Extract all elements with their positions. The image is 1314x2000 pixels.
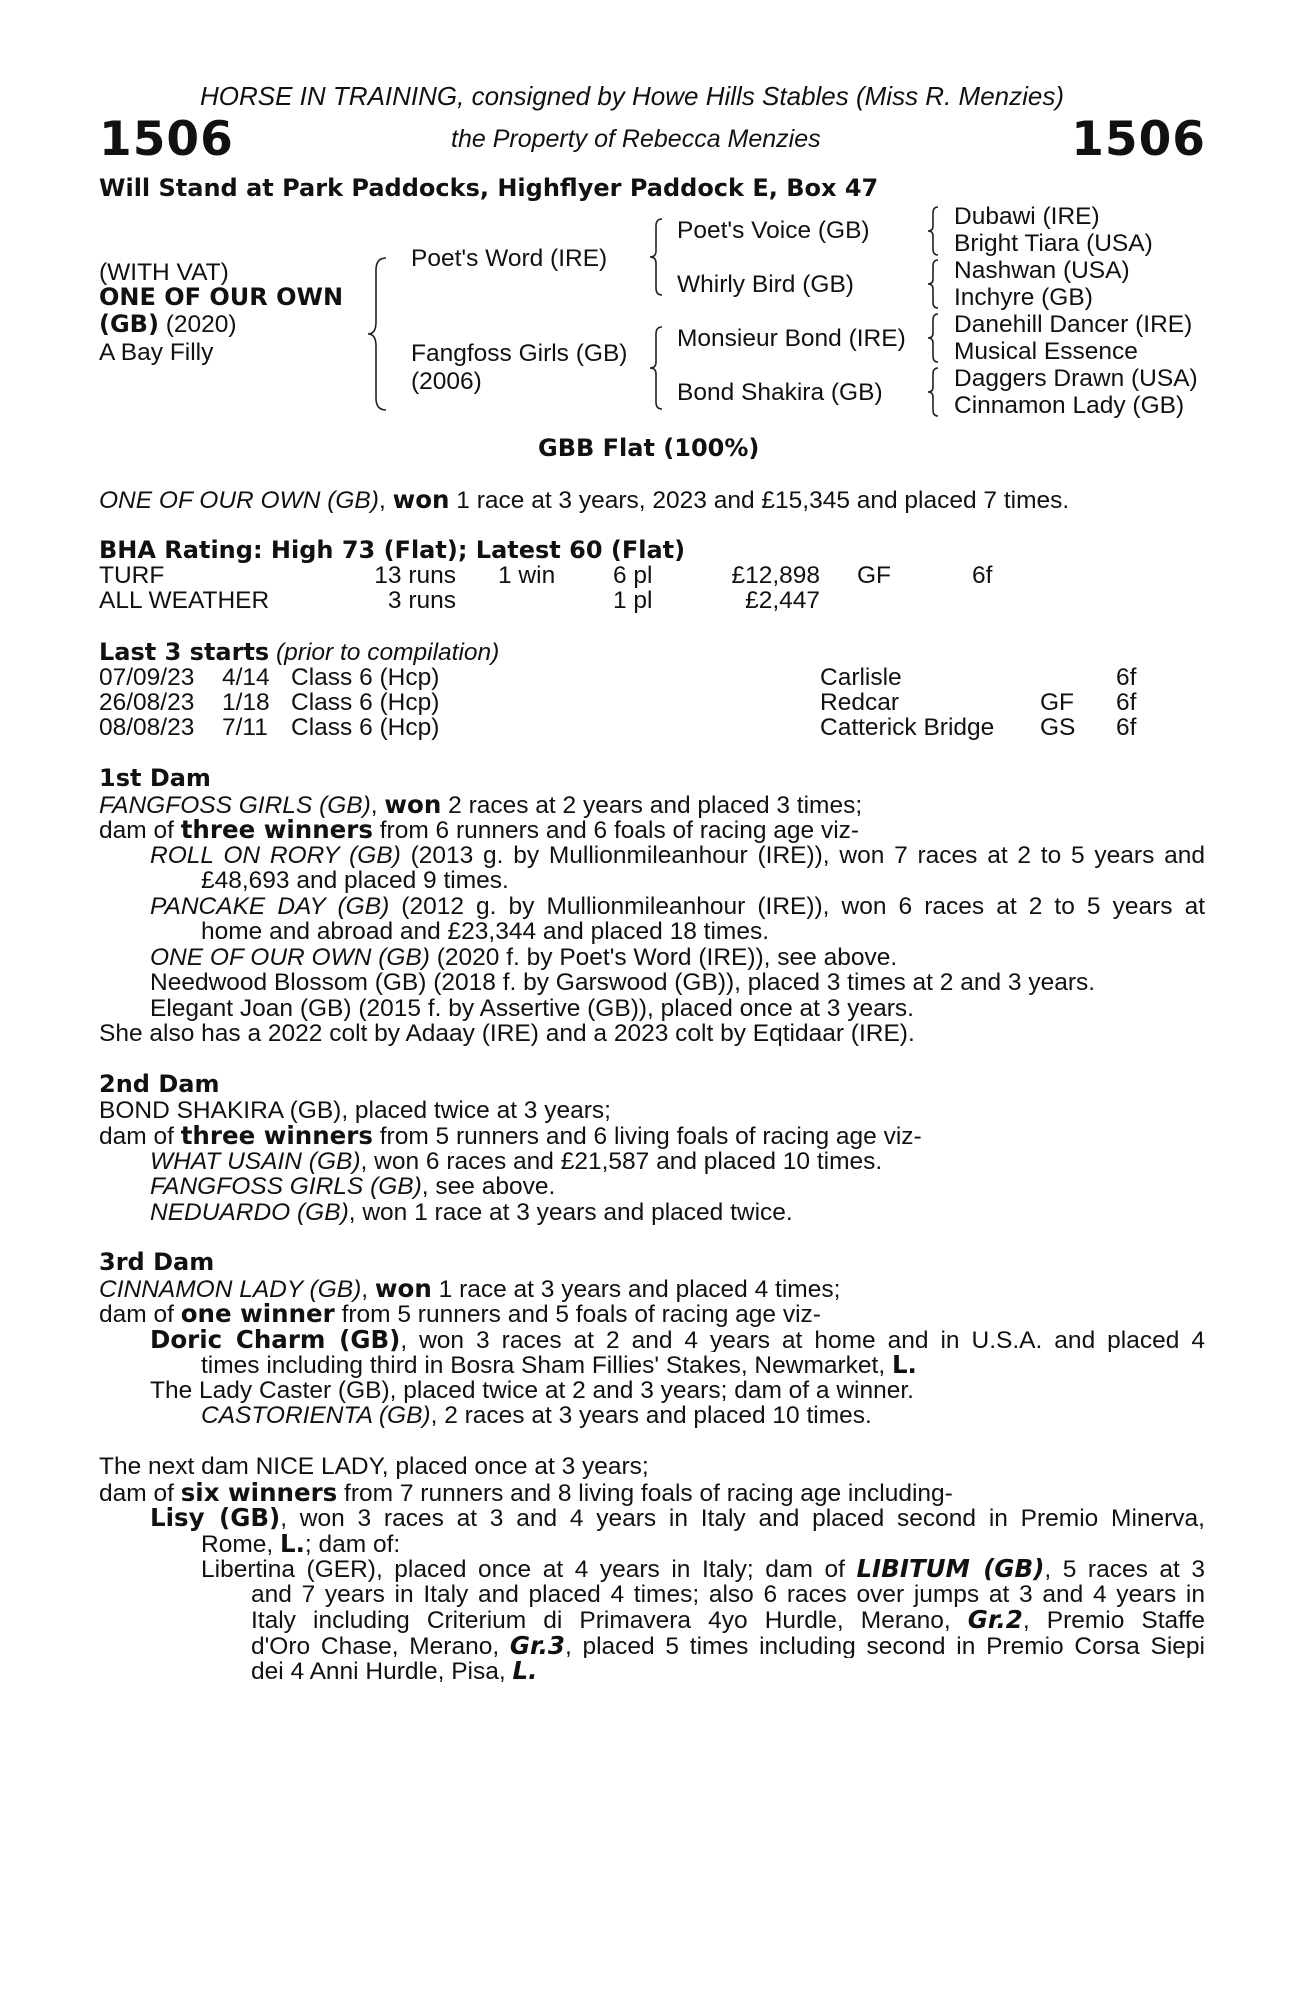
- stats-placed: 6 pl: [613, 562, 653, 589]
- last-starts-title: [99, 640, 499, 666]
- summary-rest: 1 race at 3 years, 2023 and £15,345 and placed 7 times.: [449, 487, 1070, 514]
- start-date: 26/08/23: [99, 689, 195, 716]
- dam-name: CINNAMON LADY (GB): [99, 1275, 362, 1303]
- ggp-7: Daggers Drawn (USA): [954, 365, 1198, 392]
- also-note: She also has a 2022 colt by Adaay (IRE) and a 2023 colt by Eqtidaar (IRE).: [99, 1020, 915, 1047]
- pedigree-bracket-sire: [652, 218, 666, 296]
- next-dam-section: The next dam NICE LADY, placed once at 3 years; dam of six winners from 7 runners and 8 living foals of racing age including- Lisy (GB), won 3 races at 3 and 4 years in Italy and placed second in Premio Minerva, Rome, L.; dam of: Libertina (GER), placed once at 4 years in Italy; dam of LIBITUM (GB), 5 races at 3 and 7 years in Italy and placed 4 times; also 6 races over jumps at 3 and 4 years in Italy including Criterium di Primavera 4yo Hurdle, Merano, Gr.2, Premio Staffe d'Oro Chase, Merano, Gr.3, placed 5 times including second in Premio Corsa Siepi dei 4 Anni Hurdle, Pisa, L.: [99, 1453, 1205, 1685]
- ggp-5: Danehill Dancer (IRE): [954, 311, 1193, 338]
- stats-placed: 1 pl: [613, 587, 653, 614]
- start-dist: 6f: [1116, 689, 1137, 716]
- ggp-bracket-3: [928, 313, 942, 363]
- pedigree-dam: Fangfoss Girls (GB): [411, 340, 628, 367]
- start-dist: 6f: [1116, 664, 1137, 691]
- pedigree-bracket-main: [372, 256, 392, 412]
- pedigree-dam-year: (2006): [411, 368, 482, 395]
- bha-rating: BHA Rating: High 73 (Flat); Latest 60 (Flat): [99, 536, 686, 564]
- stable-location: Will Stand at Park Paddocks, Highflyer Paddock E, Box 47: [99, 174, 879, 202]
- start-pos: 7/11: [222, 714, 268, 741]
- progeny-line: Needwood Blossom (GB) (2018 f. by Garswood (GB)), placed 3 times at 2 and 3 years.: [150, 969, 1096, 996]
- horse-name: ONE OF OUR OWN: [99, 283, 344, 311]
- ggp-4: Inchyre (GB): [954, 284, 1093, 311]
- start-course: Carlisle: [820, 664, 902, 691]
- pedigree-dam-sire: Monsieur Bond (IRE): [677, 325, 906, 352]
- dam-line: The next dam NICE LADY, placed once at 3 years;: [99, 1453, 649, 1480]
- ggp-bracket-2: [928, 259, 942, 309]
- header-consignor: HORSE IN TRAINING, consigned by Howe Hills Stables (Miss R. Menzies): [200, 81, 1065, 111]
- progeny-name: Lisy (GB): [150, 1505, 281, 1531]
- start-class: Class 6 (Hcp): [291, 714, 440, 741]
- header-property: the Property of Rebecca Menzies: [451, 125, 821, 153]
- horse-origin: [99, 312, 237, 338]
- progeny-line: The Lady Caster (GB), placed twice at 2 and 3 years; dam of a winner.: [150, 1376, 914, 1404]
- start-class: Class 6 (Hcp): [291, 664, 440, 691]
- progeny-name: PANCAKE DAY (GB): [150, 893, 390, 919]
- start-class: Class 6 (Hcp): [291, 689, 440, 716]
- progeny-name: CASTORIENTA (GB): [201, 1402, 431, 1429]
- stats-prize: £12,898: [731, 562, 820, 589]
- horse-country: (GB): [99, 310, 159, 338]
- last-starts-heading: Last 3 starts: [99, 638, 270, 666]
- stats-wins: 1 win: [498, 562, 556, 589]
- second-dam-title: 2nd Dam: [99, 1070, 220, 1098]
- dam-line: BOND SHAKIRA (GB), placed twice at 3 years;: [99, 1096, 611, 1124]
- ggp-1: Dubawi (IRE): [954, 203, 1100, 230]
- start-date: 08/08/23: [99, 714, 195, 741]
- stats-surface: TURF: [99, 562, 165, 589]
- horse-year: (2020): [158, 311, 237, 338]
- pedigree-sire: Poet's Word (IRE): [411, 245, 608, 272]
- pedigree-dam-dam: Bond Shakira (GB): [677, 379, 883, 406]
- last-starts-note: (prior to compilation): [269, 639, 500, 666]
- first-dam-title: 1st Dam: [99, 764, 211, 792]
- progeny-name: NEDUARDO (GB): [150, 1198, 349, 1226]
- summary-horse: ONE OF OUR OWN (GB): [99, 487, 379, 514]
- start-date: 07/09/23: [99, 664, 195, 691]
- ggp-bracket-4: [928, 367, 942, 417]
- start-pos: 1/18: [222, 689, 270, 716]
- lot-number-left: 1506: [99, 112, 234, 167]
- pedigree-sire-sire: Poet's Voice (GB): [677, 217, 870, 244]
- start-course: Redcar: [820, 689, 899, 716]
- ggp-6: Musical Essence: [954, 338, 1138, 365]
- ggp-2: Bright Tiara (USA): [954, 230, 1153, 257]
- stats-prize: £2,447: [745, 587, 820, 614]
- summary-won: won: [392, 485, 450, 514]
- start-pos: 4/14: [222, 664, 270, 691]
- start-dist: 6f: [1116, 714, 1137, 741]
- vat-label: (WITH VAT): [99, 259, 229, 286]
- stats-runs: 3 runs: [387, 587, 456, 614]
- stats-runs: 13 runs: [374, 562, 456, 589]
- ggp-bracket-1: [928, 206, 942, 256]
- third-dam-title: 3rd Dam: [99, 1248, 215, 1276]
- start-course: Catterick Bridge: [820, 714, 995, 741]
- pedigree-bracket-dam: [652, 326, 666, 410]
- progeny-name: FANGFOSS GIRLS (GB): [150, 1173, 422, 1200]
- dam-name: FANGFOSS GIRLS (GB): [99, 791, 371, 819]
- third-dam-section: 3rd Dam CINNAMON LADY (GB), won 1 race at 3 years and placed 4 times; dam of one winner from 5 runners and 5 foals of racing age viz- Doric Charm (GB), won 3 races at 2 and 4 years at home and in U.S.A. and placed 4 times including third in Bosra Sham Fillies' Stakes, Newmarket, L. The Lady Caster (GB), placed twice at 2 and 3 years; dam of a winner. CASTORIENTA (GB), 2 races at 3 years and placed 10 times.: [99, 1248, 1205, 1429]
- start-going: GS: [1040, 714, 1076, 741]
- progeny-name: WHAT USAIN (GB): [150, 1147, 361, 1175]
- progeny-line: Elegant Joan (GB) (2015 f. by Assertive (GB)), placed once at 3 years.: [150, 994, 914, 1022]
- stats-dist: 6f: [972, 562, 993, 589]
- ggp-3: Nashwan (USA): [954, 257, 1130, 284]
- ggp-8: Cinnamon Lady (GB): [954, 392, 1185, 419]
- gbb-badge: GBB Flat (100%): [538, 434, 760, 462]
- stats-surface: ALL WEATHER: [99, 587, 270, 614]
- pedigree-sire-dam: Whirly Bird (GB): [677, 271, 854, 298]
- second-dam-section: 2nd Dam BOND SHAKIRA (GB), placed twice at 3 years; dam of three winners from 5 runners and 6 living foals of racing age viz- WHAT USAIN (GB), won 6 races and £21,587 and placed 10 times. FANGFOSS GIRLS (GB), see above. NEDUARDO (GB), won 1 race at 3 years and placed twice.: [99, 1072, 1205, 1225]
- first-dam-section: 1st Dam FANGFOSS GIRLS (GB), won 2 races at 2 years and placed 3 times; dam of three winners from 6 runners and 6 foals of racing age viz- ROLL ON RORY (GB) (2013 g. by Mullionmileanhour (IRE)), won 7 races at 2 to 5 years and £48,693 and placed 9 times. PANCAKE DAY (GB) (2012 g. by Mullionmileanhour (IRE)), won 6 races at 2 to 5 years at home and abroad and £23,344 and placed 18 times. ONE OF OUR OWN (GB) (2020 f. by Poet's Word (IRE)), see above. Needwood Blossom (GB) (2018 f. by Garswood (GB)), placed 3 times at 2 and 3 years. Elegant Joan (GB) (2015 f. by Assertive (GB)), placed once at 3 years. She also has a 2022 colt by Adaay (IRE) and a 2023 colt by Eqtidaar (IRE).: [99, 764, 1205, 1047]
- stats-going: GF: [857, 562, 892, 589]
- race-summary: ONE OF OUR OWN (GB), won 1 race at 3 years, 2023 and £15,345 and placed 7 times.: [99, 485, 1070, 514]
- progeny-name: ONE OF OUR OWN (GB): [150, 943, 430, 971]
- horse-description: A Bay Filly: [99, 339, 214, 366]
- progeny-name: Doric Charm (GB): [150, 1326, 401, 1352]
- progeny-name: ROLL ON RORY (GB): [150, 842, 401, 868]
- lot-number-right: 1506: [1071, 112, 1206, 167]
- start-going: GF: [1040, 689, 1075, 716]
